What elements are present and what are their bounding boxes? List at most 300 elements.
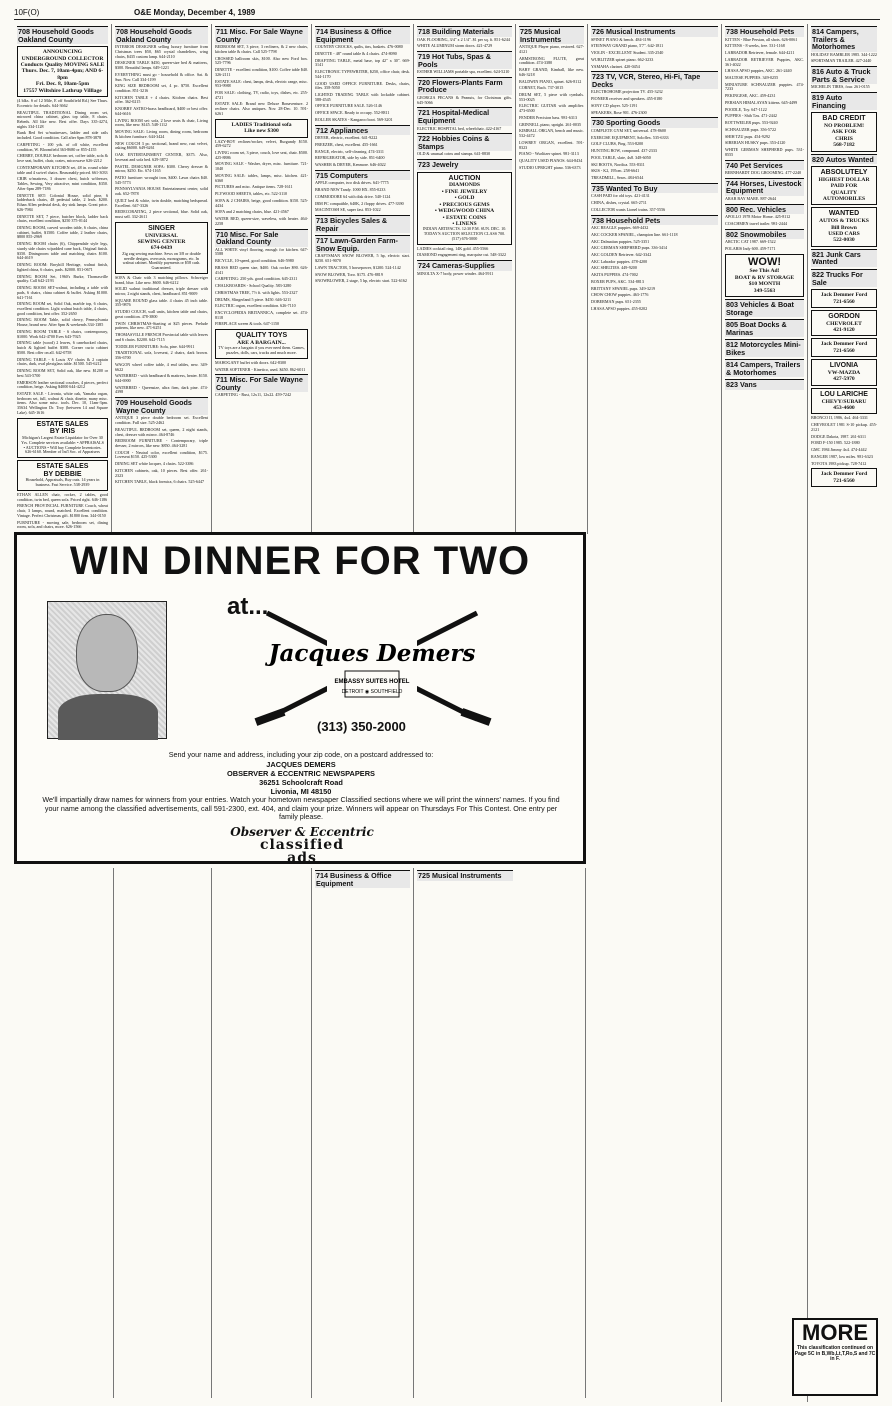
classified-ad: SOFA and 2 matching chairs, blue. 421-4567: [215, 209, 289, 215]
ad-title: ESTATE SALES: [36, 420, 89, 428]
classified-ad: VIOLIN - EXCELLENT Student. 335-2540: [591, 50, 664, 56]
section-heading: 712 Appliances: [315, 125, 410, 136]
classified-ad: KITCHEN TABLE, black formica, 6 chairs. 525-6447: [115, 479, 205, 485]
classified-ad: PERSIAN HIMALAYAN kittens. 645-4499: [725, 99, 798, 105]
classified-ad: SOFA & Chair with 3 matching pillows. Schweiger brand, blue. Like new. $600. 646-6212: [115, 274, 208, 285]
ad-line: NO PROBLEM!: [824, 122, 864, 129]
more-text: This classification continued on Page 5C in B,Wb,Lt,T,Ro,S and 7C in F.: [794, 1345, 876, 1362]
column-3: [212, 24, 312, 534]
classified-ad: LAWN TRACTOR, 5 horsepower, $1200. 524-1142: [315, 264, 401, 270]
section-heading: 800 Rec. Vehicles: [725, 204, 804, 215]
lower-col-2: [114, 868, 212, 1398]
classified-list: [725, 240, 804, 251]
section-heading: 714 Business & Office Equipment: [315, 870, 410, 888]
classified-ad: MOVING SALE - Washer, dryer, misc. furniture. 721-1040: [215, 161, 308, 172]
contest-rules: We'll impartially draw names for winners from your entries. Watch your hometown newspaper Classified sections where we will print the winners' names. If you find your name among the classified advertisements, call 591-2300, ext. 404, and claim your prize. Winners will appear on Thursdays For This Contest. One entry per family please.: [42, 794, 560, 822]
classified-ad: KITCHEN cabinets, oak, 10 pieces. Best offer. 261-2323: [115, 467, 208, 478]
classified-ad: POODLE, Toy. 647-1122: [725, 106, 767, 112]
classified-ad: DODGE Dakota, 1987. 261-6311: [811, 433, 866, 439]
ad-line: Bill Brown: [831, 224, 857, 231]
classified-ad: QUALITY USED PIANOS. 644-8434: [519, 158, 583, 164]
classified-ad: CHOW CHOW puppies. 463-1776: [591, 292, 649, 298]
ad-line: • ESTATE COINS: [442, 214, 487, 221]
jewelry-auction-ad: [417, 172, 512, 245]
classified-ad: LIVING ROOM set: sofa, 2 love seats & chair, Living room, like new. $145. 548-1112: [115, 117, 208, 128]
publication-date: O&E Monday, December 4, 1989: [134, 8, 256, 17]
classified-ad: EXERCISE EQUIPMENT, Soloflex. 535-6333: [591, 134, 669, 140]
classified-ad: PLYWOOD SHEETS, tables, etc. 522-3110: [215, 191, 288, 197]
classified-ad: DIAMOND engagement ring, marquise cut. 548-3322: [417, 252, 507, 258]
classified-ad: BRASS BED queen size, $400. Oak rocker $90. 626-4141: [215, 264, 308, 275]
classified-ad: SNOW BLOWER, Toro. $175. 476-8819: [315, 271, 383, 277]
classified-list: [417, 38, 512, 49]
logo-city: DETROIT ◉ SOUTHFIELD: [341, 689, 403, 695]
more-title: MORE: [802, 1320, 868, 1345]
classified-list: [417, 272, 512, 277]
classified-ad: FURNITURE - moving sale, bedroom set, dining room, sofa, and chairs, more. 626-1566: [17, 519, 108, 530]
classified-ad: DESIGNER TABLE $450, queen-size bed & mattress, $300. Beautiful lamps. 649-1221: [115, 60, 208, 71]
classified-ad: DINING ROOM Table, solid cherry, Pennsylvania House, brand new. After 6pm & weekends 334-1385: [17, 317, 108, 328]
classified-ad: SQUARE ROUND glass table. 4 chairs 45 inch table. 355-9876: [115, 297, 208, 308]
ad-line: CHEVROLET: [826, 320, 862, 327]
classified-ad: WHITE GERMAN SHEPHERD pups. 531-8555: [725, 147, 804, 157]
classified-ad: LADIES cocktail ring, 14K gold. 455-5566: [417, 245, 489, 251]
estate-sales-iris-ad: [17, 418, 108, 458]
livonia-vw-ad: [811, 359, 877, 386]
classified-list: [215, 140, 308, 227]
bill-brown-ad: [811, 207, 877, 246]
classified-list: [215, 361, 308, 372]
classified-ad: ANTIQUE Player piano, restored. 627-4121: [519, 44, 584, 54]
classified-ad: SONY CD player. 525-1191: [591, 102, 638, 108]
classified-ad: SIBERIAN HUSKY pups. 353-4120: [725, 140, 786, 146]
classified-ad: NEW COUCH 3 pc. sectional, brand new, rust velvet, asking $6000. 649-6261: [115, 140, 208, 151]
dealer-ad: [811, 289, 877, 308]
classified-ad: GEORGIA PECANS & Peanuts, for Christmas gifts. 645-5066: [417, 95, 512, 105]
section-heading: 710 Misc. For Sale Oakland County: [215, 229, 308, 247]
ad-line: Jack Demmer Ford: [820, 471, 868, 478]
classified-list: [17, 99, 108, 416]
classified-list: [17, 493, 108, 534]
ad-line: CHRIS: [835, 135, 853, 142]
section-heading: 725 Musical Instruments: [417, 870, 513, 881]
section-heading: 721 Hospital-Medical Equipment: [417, 107, 512, 125]
classified-ad: SPEAKERS, Bose 901. 476-2300: [591, 109, 647, 115]
classified-list: [417, 70, 512, 75]
classified-ad: DOBERMAN pups. 651-2355: [591, 299, 641, 305]
ad-line: UNDERGROUND COLLECTOR: [21, 55, 104, 62]
column-5: [414, 24, 516, 534]
ad-line: SINGER: [148, 224, 175, 232]
ad-body: TV toys are a bargain if you ever need them. Games, puzzles, dolls, cars, trucks and much more.: [218, 345, 305, 356]
classified-list: [417, 247, 512, 258]
classified-ad: COUNTRY CROCKS, quilts, tins, baskets. 476-0080: [315, 44, 403, 50]
ad-line: ANNOUNCING: [42, 49, 83, 56]
classified-list: [811, 416, 877, 466]
classified-ad: WATER SOFTENER - Kinetico, used. $450. 862-6011: [215, 366, 306, 372]
classified-ad: DINING ROOM SET, Solid oak, like new. $1200 or best 543-5700: [17, 368, 108, 378]
section-heading: 709 Household Goods Wayne County: [115, 397, 208, 415]
classified-list: [215, 393, 308, 398]
classified-ad: MALTESE PUPPIES. 349-0255: [725, 74, 779, 80]
ad-line: $10 MONTH: [748, 281, 781, 288]
section-heading: 713 Bicycles Sales & Repair: [315, 215, 410, 233]
classified-ad: SNOWBLOWER, 2 stage, 5 hp, electric start. 522-6162: [315, 278, 407, 284]
classified-list: [725, 197, 804, 202]
contest-address: JACQUES DEMERS: [266, 759, 336, 769]
classified-ad: WASHER & DRYER, Kenmore. 646-4022: [315, 162, 386, 168]
classified-list: [591, 226, 718, 312]
classified-ad: ENCYCLOPEDIA BRITANNICA, complete set. 474-8118: [215, 310, 308, 320]
ad-line: Jack Demmer Ford: [820, 292, 868, 299]
classified-ad: YAMAHA clarinet. 420-0454: [591, 63, 640, 69]
classified-ad: BALDWIN PIANO, spinet. 626-8112: [519, 78, 582, 84]
section-heading: 708 Household Goods Oakland County: [17, 26, 108, 44]
classified-ad: CASH PAID for old toys. 421-4131: [591, 193, 650, 199]
classified-ad: CORNET, Bach. 737-3015: [519, 85, 564, 91]
classified-ad: ALL WHITE vinyl flooring, enough for kitchen. 647-5588: [215, 246, 308, 257]
column-6: [588, 24, 722, 1402]
classified-ad: AKC BEAGLE puppies. 669-4432: [591, 225, 649, 231]
classified-ad: MOVING SALE: tables, lamps, misc. kitchen. 421-6360: [215, 172, 308, 183]
classified-ad: BICYCLE, 10-speed, good condition. 646-5980: [215, 258, 294, 264]
ad-line: AUTOS & TRUCKS: [819, 218, 869, 225]
classified-ad: PIONEER receiver and speakers. 455-0180: [591, 96, 663, 102]
classified-ad: HOLIDAY RAMBLER 1985. 344-1222: [811, 51, 877, 57]
classified-ad: DRUMS, Slingerland 5 piece. $450. 646-3211: [215, 296, 292, 302]
ad-title: ESTATE SALES: [36, 462, 89, 470]
classified-ad: LHASA APSO puppies, AKC. 261-2440: [725, 68, 792, 74]
classified-ad: BABY GRAND, Kimball, like new. 646-3218: [519, 67, 584, 77]
classified-list: [215, 45, 308, 117]
classified-ad: KITTENS - 8 weeks, free. 531-1168: [725, 43, 785, 49]
classified-ad: APPLE computer, two disk drives. 641-7775: [315, 180, 389, 186]
classified-ad: TRADITIONAL sofa, loveseat, 2 chairs, dark brown. 356-6700: [115, 350, 208, 361]
classified-ad: LIGHTED TRADING TABLE with lockable cabinet. 588-4545: [315, 92, 410, 102]
classified-ad: EVERYTHING must go - household & office. Sat. & Sun. Nov. Call 334-1199: [115, 71, 208, 82]
classified-ad: GMC 1984 Jimmy 4x4. 474-4442: [811, 447, 867, 453]
classified-ad: PUPPIES - Shih Tzu. 471-2442: [725, 113, 777, 119]
classified-ad: AKC COCKER SPANIEL, champion line. 661-1118: [591, 231, 678, 237]
ad-line: • LINENS: [452, 220, 477, 227]
absolutely-ad: [811, 166, 877, 205]
classified-ad: MINIATURE SCHNAUZER puppies. 474-7233: [725, 81, 804, 92]
contest-body: [37, 751, 565, 822]
ad-line: See This Ad!: [749, 268, 780, 275]
section-heading: 717 Lawn-Garden Farm-Snow Equip.: [315, 235, 410, 253]
classified-ad: LABRADOR Retriever, female. 644-4211: [725, 50, 795, 56]
classified-ad: BRONCO II, 1986, 4x4. 464-3331: [811, 415, 868, 421]
classified-ad: DINING ROOM TABLE - 6 chairs, contemporary, $1000. Work 642-4700 Eves 643-7925: [17, 328, 108, 339]
classified-ad: DRUM SET, 5 piece with cymbals. 553-0025: [519, 92, 584, 102]
section-heading: 714 Business & Office Equipment: [315, 26, 410, 44]
underground-collector-ad: [17, 46, 108, 97]
classified-ad: KING SIZE BEDROOM set, 4 pc. $750. Excellent condition. 851-3216: [115, 83, 208, 93]
classified-ad: INTERIOR DESIGNER selling luxury furniture from Christmas trees $50, $65 crystal chandeliers, wing chairs, $435 custom lamp. 644-2110: [115, 44, 208, 59]
classified-ad: ELECTROHOME projection TV. 455-3232: [591, 89, 663, 95]
classified-ad: ESTATE SALE - Livonia, white oak, Yamaha organ, bedroom set, full, walnut & chair, dinette, many misc. items. Also some misc. tools. Dec. 10, 11am-3pm. 35634 Wellington Dr. Troy (between 14 and Square Lake). 645-1616: [17, 391, 108, 415]
section-heading: 802 Snowmobiles: [725, 229, 804, 240]
classified-ad: LOWREY ORGAN, excellent. 591-8323: [519, 139, 584, 150]
section-heading: 723 TV, VCR, Stereo, Hi-Fi, Tape Decks: [591, 71, 718, 89]
ad-line: DIAMONDS: [448, 182, 481, 189]
section-heading: 726 Musical Instruments: [591, 26, 718, 37]
classified-ad: SPORTSMAN TRAILER. 427-2440: [811, 58, 872, 64]
ad-line: • FINE JEWELRY: [441, 188, 488, 195]
classified-ad: STUDIO UPRIGHT piano. 536-6373: [519, 164, 581, 170]
classified-ad: CRAFTSMAN SNOW BLOWER, 5 hp, electric start. $250. 651-9070: [315, 253, 410, 264]
column-2: [112, 24, 212, 534]
classified-list: [417, 870, 513, 881]
classified-ad: WATER BED, queen-size, waveless, with heater. 464-2258: [215, 216, 308, 226]
ad-line: Thurs. Dec. 7, 10am-4pm; AND 6-8pm: [21, 68, 104, 81]
section-heading: 821 Junk Cars Wanted: [811, 249, 877, 267]
classified-list: [315, 254, 410, 284]
ad-line: 349-5563: [753, 287, 776, 294]
classified-list: [591, 90, 718, 115]
classified-ad: CARPETING - Rust, 12x11, 12x22. 459-7242: [215, 392, 292, 398]
ad-line: ASK FOR: [831, 129, 857, 136]
classified-ad: DINING ROOM set, Solid Oak, marble top, 6 chairs, excellent condition. Light walnut hutch table, 4 chairs, good condition, best offer. 352-2650: [17, 301, 108, 316]
dealer-ad: [811, 338, 877, 357]
section-heading: 722 Hobbies Coins & Stamps: [417, 133, 512, 151]
portrait-face: [76, 614, 138, 692]
classified-ad: AKC GOLDEN Retriever. 642-3342: [591, 252, 652, 257]
classified-ad: ROTTWEILER pups. 553-9240: [725, 120, 778, 126]
photo-portrait: [47, 601, 167, 739]
classified-ad: PATIO furniture: wrought iron, $400. Lawn chairs $40. 545-5773: [115, 175, 208, 185]
classified-ad: KITTEN - Blue Persian, all shots. 626-0061: [725, 36, 798, 42]
classified-ad: POOL TABLE, slate, 4x8. 348-6050: [591, 154, 651, 160]
contest-address: Livonia, MI 48150: [270, 786, 332, 796]
classified-ad: ESTHER WILLIAMS portable spa, excellent. 624-5210: [417, 69, 510, 75]
classified-ad: ESTATE SALE: chest, lamps, desk, electric range, misc. 953-9988: [215, 78, 308, 89]
ad-line: • GOLD: [454, 195, 475, 202]
ad-line: QUALITY AUTOMOBILES: [822, 189, 866, 203]
logo-signature: Jacques Demers: [268, 640, 476, 667]
classified-ad: FIREPLACE screen & tools. 647-1150: [215, 321, 280, 327]
classified-ad: OLD & unusual coins and stamps. 641-8830: [417, 151, 491, 157]
classified-ad: COMMODORE 64 with disk drive. 540-1124: [315, 193, 391, 199]
ad-body: Household, Appraisals, Buy outs. 14 years in business. Fast Service. 538-2939: [25, 477, 100, 488]
classified-ad: GOLF CLUBS, Ping. 553-8200: [591, 141, 644, 147]
classified-ad: MAHOGANY buffet with doors. 642-8300: [215, 359, 287, 365]
more-box: [792, 1318, 878, 1396]
ad-line: 568-7182: [833, 142, 855, 149]
classified-list: [591, 129, 718, 181]
classified-ad: BRAND NEW Tandy. 1000 HX. 855-0233: [315, 187, 386, 193]
classified-ad: MACINTOSH SE, super fast. 853-1022: [315, 207, 381, 213]
classified-ad: FENDER Precision bass. 981-6313: [519, 114, 577, 120]
classified-ad: COUCH - Neutral color, excellent condition, $175. Loveseat $150. 425-5300: [115, 449, 208, 460]
classified-ad: BEAUTIFUL BEDROOM set, queen, 2 night stands, chest, dresser with mirror. 464-8746: [115, 426, 208, 437]
classified-ad: DINING SET white lacquer, 4 chairs. 522-3386: [115, 461, 194, 467]
classified-ad: OAK FLOORING, 3/4" x 2 1/4". $1 per sq. ft. 851-6244: [417, 36, 510, 42]
classified-ad: AKC Labrador puppies. 478-4200: [591, 258, 648, 264]
classified-ad: AKC SHELTIES. 449-9200: [591, 265, 637, 271]
classified-ad: KITCHEN TABLE + 4 chairs. Kitchen chairs. Best offer. 362-0215: [115, 94, 208, 105]
classified-ad: DRYER, electric, excellent. 641-9222: [315, 135, 378, 141]
classified-ad: DINETTE - 48" round table & 4 chairs. 474-8090: [315, 50, 397, 56]
classified-ad: BRITTANY SPANIEL pups. 349-3219: [591, 285, 656, 291]
lower-col-1: [14, 868, 114, 1398]
ad-body: INDIAN ARTIFACTS. 12:30 P.M. SUN. DEC. 10. TODAY'S AUCTION SELECTION CLASS 700. (517) 676-5000: [422, 226, 507, 241]
classified-ad: DINING ROOM, carved wooden table, 6 chairs, china cabinet, buffet, $1500. Coffee table, 2 leather chairs, $800 855-2969: [17, 224, 108, 240]
classified-list: [115, 276, 208, 395]
section-heading: 814 Campers, Trailers & Motorhomes: [725, 359, 804, 377]
ad-line: 721-6560: [833, 347, 855, 354]
masthead-name: Observer & Eccentric: [230, 825, 374, 839]
classified-ad: ELECTRONIC TYPEWRITER, $250, office chair, desk. 544-1170: [315, 69, 410, 79]
classified-ad: DINING ROOM: Broyhill Heritage, walnut finish, lighted china, 6 chairs, pads. $2000. 851-0671: [17, 262, 108, 272]
classified-list: [591, 38, 718, 70]
classified-ad: DINETTE SET, 7 piece, butcher block, ladder back chairs, excellent condition, $250 375-0144: [17, 213, 108, 224]
classified-ad: ELECTRIC GUITAR with amplifier. 473-6500: [519, 103, 584, 114]
section-heading: 725 Musical Instruments: [519, 26, 584, 44]
lower-col-4: [312, 868, 414, 1398]
section-heading: 822 Trucks For Sale: [811, 269, 877, 287]
classified-ad: DINETTE SET: Colonial House, solid pine, 6 ladderback chairs, 48 pedestal table, 2 leafs. $200. Ethan Allen pedestal desk, dry sink lamps. Great price. 626-7984: [17, 192, 108, 212]
section-heading: 719 Hot Tubs, Spas & Pools: [417, 51, 512, 69]
ad-line: WOW!: [748, 255, 781, 268]
classified-ad: PASTEL DESIGNER SOFA: $300. Cherry dresser & mirror, $250. Etc. 674-1165: [115, 163, 208, 174]
classified-ad: IBM PC compatible, 640K, 2 floppy drives. 477-3390: [315, 200, 404, 206]
classified-ad: ELECTRIC HOSPITAL bed, wheelchair. 422-4167: [417, 125, 502, 131]
ad-line: LIVONIA: [829, 362, 859, 370]
classified-ad: PICTURES and misc. Antique items. 728-1611: [215, 184, 293, 190]
classified-ad: TREADMILL, Sears. 484-6544: [591, 175, 644, 180]
section-heading: 718 Building Materials: [417, 26, 512, 37]
ad-line: ABSOLUTELY: [820, 169, 868, 177]
section-heading: 724 Cameras-Supplies: [417, 260, 512, 271]
classified-ad: TODDLER FURNITURE: Sofa, pine. 644-9911: [115, 343, 195, 349]
section-heading: 738 Household Pets: [725, 26, 804, 37]
page-number: 10F(O): [14, 8, 40, 17]
ad-title: BY DEBBIE: [43, 470, 82, 478]
section-heading: 738 Household Pets: [591, 215, 718, 226]
classified-ad: SKIS - K2, 195cm. 258-6641: [591, 168, 640, 174]
classified-ad: COMPLETE GYM SET, universal. 478-8600: [591, 127, 666, 133]
classified-list: [315, 45, 410, 123]
logo-hotel: EMBASSY SUITES HOTEL: [334, 679, 410, 685]
classified-ad: CARPETING - 100 yds. of off white, excellent condition, W. Bloomfield 363-8680 or 855-4155: [17, 141, 108, 152]
classified-ad: LABRADOR RETRIEVER Puppies, AKC. 361-4022: [725, 56, 804, 67]
classified-ad: SOFA & 2 CHAIRS, beige, good condition. $150. 525-4434: [215, 197, 308, 208]
classified-ad: REFRIGERATOR, side by side. 851-6400: [315, 155, 385, 161]
lower-area: [14, 868, 586, 1398]
ad-title: BY IRIS: [49, 428, 76, 436]
section-heading: 730 Sporting Goods: [591, 117, 718, 128]
classified-ad: TOYOTA 1983 pickup. 728-7412: [811, 460, 867, 466]
classified-list: [417, 127, 512, 132]
classified-list: [417, 152, 512, 157]
section-heading: 711 Misc. For Sale Wayne County: [215, 26, 308, 44]
classified-list: [725, 215, 804, 226]
classified-list: [315, 136, 410, 168]
classified-ad: CONTEMPORARY KITCHEN set, 48 in. round white table and 4 swivel chairs. Reasonably priced. 661-3033: [17, 164, 108, 175]
section-heading: 720 Flowers-Plants Farm Produce: [417, 77, 512, 95]
contest-send: Send your name and address, including your zip code, on a postcard addressed to:: [168, 750, 434, 759]
classified-ad: SHIH TZU pups. 454-9292: [725, 133, 770, 139]
classified-ad: CROSSED ballroom skis, $100. Also new Ford box. 525-7796: [215, 55, 308, 66]
classified-ad: CHRISTMAS TREE, 7½ ft. with lights. 553-2327: [215, 289, 298, 295]
classified-ad: BEAUTIFUL TRADITIONAL Dining room set, mirrored china cabinet, glass top table, 8 chairs. Rebeds. All like new. Best offer. Days 335-4274, nights 334-1128: [17, 109, 108, 129]
section-heading: 823 Vans: [725, 379, 804, 390]
ad-line: 453-4600: [833, 404, 855, 411]
ad-line: SEWING CENTER: [137, 239, 186, 245]
contest-at: at...: [227, 593, 269, 620]
ad-line: HIGHEST DOLLAR PAID FOR: [818, 176, 870, 190]
lower-col-3: [212, 868, 312, 1398]
classified-ad: EMERSON leather sectional couches, 4 pieces, perfect condition, beige. Asking $4000 644-4212: [17, 379, 108, 390]
section-heading: 744 Horses, Livestock Equipment: [725, 178, 804, 196]
bad-credit-ad: [811, 112, 877, 151]
ad-line: • WEDGWOOD CHINA: [434, 208, 495, 215]
classified-ad: SKI BOOTS, Nordica. 553-8311: [591, 161, 645, 167]
section-heading: 805 Boat Docks & Marinas: [725, 319, 804, 337]
estate-sales-debbie-ad: [17, 460, 108, 491]
classified-ad: ROLLER SKATES - Kangaroo boot. 569-3201: [315, 116, 393, 122]
classified-ad: CHERRY, DOUBLE bedroom set, coffee table, sofa & love seat, buffet, chair, crates, microwave 626-2212: [17, 153, 108, 164]
classified-ad: BEDROOM FURNITURE - Contemporary, triple dresser, 2 mirrors, like new. $850. 464-3281: [115, 438, 208, 448]
classified-ad: OFFICE SPACE. Ready to occupy. 552-8811: [315, 110, 390, 116]
classified-ad: SCHNAUZER pups. 356-5722: [725, 126, 777, 132]
classified-list: [725, 38, 804, 158]
classified-ad: SOLID walnut traditional dresser, triple dresser with mirror, 2 night stands, chest, headboard. 851-9009: [115, 286, 208, 296]
classified-ad: WATERBED - with headboard & mattress, heater. $150. 644-6900: [115, 373, 208, 383]
contest-address: 36251 Schoolcraft Road: [259, 777, 343, 787]
classified-ad: WHITE ALUMINUM storm doors. 421-4729: [417, 43, 493, 49]
masthead-ads: ads: [287, 849, 317, 864]
ad-line: 522-0030: [833, 237, 855, 244]
ad-body: Michigan's Largest Estate Liquidator for Over 30 Yrs. Complete services available: • APPRAISALS • AUCTIONS • Will buy Complete Inventories. 626-6160. Member of Int'l Soc. of Appraisers: [21, 435, 104, 455]
classified-list: [811, 85, 877, 90]
classified-ad: MOVING SALE: Living room, dining room, bedroom & kitchen furniture. 644-3424: [115, 129, 208, 139]
ad-line: VW-MAZDA: [827, 369, 861, 376]
classified-ad: DINING TABLE - 6 Louis XV chairs & 2 captain chairs, dark, oval plexiglass table. $1500. 545-6212: [17, 356, 108, 367]
classified-ad: CARPETING: 250 yds. good condition. 645-2311: [215, 276, 298, 282]
classified-list: [115, 45, 208, 220]
ad-line: • PRECIOUS GEMS: [439, 201, 490, 208]
classified-ad: DINING table (wood) 2 leaves, 6 canebacked chairs, hutch & lighted buffet $300. Corner curio cabinet $500. Best offer on all. 642-0758: [17, 340, 108, 355]
classified-ad: DINETTE - excellent condition, $100. Coffee table $40. 326-2111: [215, 67, 308, 77]
ad-line: 721-6560: [833, 298, 855, 305]
classified-ad: CRIB w/mattress, 3 drawer chest, hutch w/dresser, Tables, Sewing, Very attractive, mint condition, $350. After 6pm 289-7186: [17, 176, 108, 191]
classified-ad: LIVING room set, 3 piece, couch, love seat, chair. $500. 425-8886: [215, 149, 308, 160]
classified-ad: FORD F-150 1985. 522-1880: [811, 440, 860, 446]
section-heading: 711 Misc. For Sale Wayne County: [215, 374, 308, 392]
gordon-chevrolet-ad: [811, 310, 877, 337]
classified-list: [315, 181, 410, 213]
ad-line: Conducts Quality MOVING SALE: [20, 61, 105, 68]
classified-ad: ARCTIC CAT 1987. 669-1522: [725, 239, 776, 245]
classified-ad: DINING ROOM chairs (6), Chippendale style legs, sturdy side chairs w/padded cane back, Original finish. $350. Diningroom table and matching chairs $100. 644-4619: [17, 241, 108, 261]
section-heading: 820 Autos Wanted: [811, 154, 877, 165]
ad-line: Fri. Dec. 8, 10am-5pm: [35, 81, 90, 88]
ad-line: LOU LARICHE: [820, 390, 868, 398]
classified-list: [519, 45, 584, 170]
classified-ad: PEKINGESE, AKC. 459-4231: [725, 93, 776, 99]
classified-ad: CHALKBOARDS - School Quality. 583-3280: [215, 283, 292, 289]
classified-ad: OFFICE FURNITURE SALE. 526-1146: [315, 103, 382, 109]
classified-list: [115, 416, 208, 485]
classified-ad: KNOBBY ASTRO-brass headboard, $400 or best offer. 644-6616: [115, 106, 208, 116]
classified-ad: POLARIS Indy 600. 459-7171: [725, 246, 776, 251]
classified-ad: FRENCH PROVINCIAL FURNITURE Couch, wheat chair, 3 lamps, round, matched. Excellent condition. Vintage. Perfect Christmas gift. $1800 firm. 344-0150: [17, 503, 108, 518]
classified-ad: MICHELIN TIRES, four. 261-0155: [811, 84, 870, 90]
classified-ad: CHINA, dishes, crystal. 665-2711: [591, 200, 647, 206]
classified-ad: DINING ROOM Set, 1960's Burke, Thomasville quality. Call 642-2193: [17, 273, 108, 284]
